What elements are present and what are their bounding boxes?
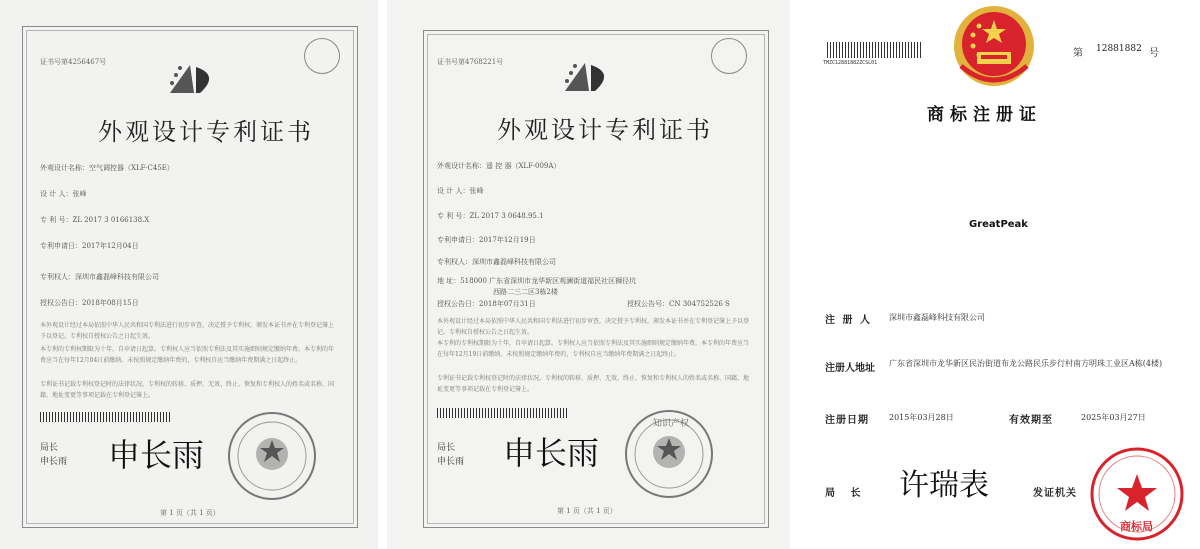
patent-number-field: 专 利 号：ZL 2017 3 0648.95.1: [437, 212, 544, 220]
trademark-number-prefix: 第: [1073, 48, 1083, 59]
address-field-line2: 西路二三二区3栋2楼: [493, 288, 558, 296]
trademark-registration-certificate: [803, 0, 1200, 549]
director-signature: 申长雨: [503, 434, 600, 472]
registrant-value: 深圳市鑫磊峰科技有限公司: [889, 313, 985, 322]
certificate-paragraph: 本专利的专利权期限为十年，自申请日起算。专利权人应当依照专利法及其实施细则规定缴纳年费。本专利的年费应当在每年12月04日前缴纳。未按照规定缴纳年费的，专利权自应当缴纳年费期满之日起终止。: [40, 346, 335, 364]
certificate-number: 证书号第4768221号: [437, 58, 504, 66]
certificate-title: 商标注册证: [927, 105, 1042, 125]
grant-date-field: 授权公告日：2018年08月15日: [40, 299, 139, 307]
director-label: 局长: [40, 443, 59, 453]
director-signature: 许瑞表: [899, 468, 989, 503]
address-label: 注册人地址: [825, 363, 875, 374]
filing-date-field: 专利申请日：2017年12月19日: [437, 236, 536, 244]
watermark-seal-icon: [304, 38, 340, 74]
director-name: 申长雨: [40, 457, 68, 467]
certificate-paragraph: 本外观设计经过本局依照中华人民共和国专利法进行初步审查，决定授予专利权，颁发本证书并在专利登记簿上予以登记。专利权自授权公告之日起生效。: [437, 318, 750, 336]
trademark-logo: GreatPeak: [969, 219, 1028, 230]
designer-field: 设 计 人：张峰: [40, 190, 87, 198]
issuing-authority-label: 发证机关: [1033, 488, 1077, 499]
registration-date-label: 注册日期: [825, 415, 869, 426]
patent-number-field: 专 利 号：ZL 2017 3 0166138.X: [40, 216, 150, 224]
valid-until-label: 有效期至: [1009, 415, 1053, 426]
design-name-field: 外观设计名称：遥 控 器（XLF-009A）: [437, 162, 561, 170]
registrant-label: 注 册 人: [825, 315, 872, 326]
designer-field: 设 计 人：张峰: [437, 187, 484, 195]
director-signature: 申长雨: [108, 436, 205, 474]
address-field: 地 址：518000 广东省深圳市龙华新区观澜街道福民社区狮径坑: [437, 277, 637, 285]
seal-text: 知识产权: [653, 419, 690, 429]
grant-number-field: 授权公告号：CN 304752526 S: [627, 300, 730, 308]
design-name-field: 外观设计名称：空气调控器（XLF-C45E）: [40, 164, 174, 172]
certificate-paragraph: 本专利的专利权期限为十年，自申请日起算。专利权人应当依照专利法及其实施细则规定缴纳年费。本专利的年费应当在每年12月19日前缴纳。未按照规定缴纳年费的，专利权自应当缴纳年费期满之日起终止。: [437, 340, 750, 358]
certificate-paragraph: 本外观设计经过本局依照中华人民共和国专利法进行初步审查，决定授予专利权，颁发本证书并在专利登记簿上予以登记。专利权自授权公告之日起生效。: [40, 322, 335, 340]
certificate-title: 外观设计专利证书: [98, 118, 314, 146]
patent-office-emblem-icon: [555, 53, 625, 103]
director-label: 局长: [437, 443, 456, 453]
valid-until-value: 2025年03月27日: [1081, 413, 1146, 422]
filing-date-field: 专利申请日：2017年12月04日: [40, 242, 139, 250]
certificate-title: 外观设计专利证书: [497, 116, 713, 144]
registration-date-value: 2015年03月28日: [889, 413, 954, 422]
director-name: 申长雨: [437, 457, 465, 467]
page-footer: 第 1 页（共 1 页）: [557, 507, 617, 515]
address-value: 广东省深圳市龙华新区民治街道布龙公路民乐步行村南方明珠工业区A栋(4楼): [889, 359, 1163, 368]
barcode: [437, 408, 567, 418]
seal-text: 商标局: [1120, 520, 1153, 533]
patentee-field: 专利权人：深圳市鑫磊峰科技有限公司: [437, 258, 556, 266]
national-emblem-icon: [951, 2, 1037, 92]
patentee-field: 专利权人：深圳市鑫磊峰科技有限公司: [40, 273, 159, 281]
certificate-paragraph: 专利证书记载专利权登记时的法律状况。专利权的转移、质押、无效、终止、恢复和专利权人的姓名或名称、国籍、地址变更等事项记载在专利登记簿上。: [40, 381, 335, 399]
certificate-number: 证书号第4256467号: [40, 58, 107, 66]
certificate-paragraph: 专利证书记载专利权登记时的法律状况。专利权的转移、质押、无效、终止、恢复和专利权人的姓名或名称、国籍、地址变更等事项记载在专利登记簿上。: [437, 375, 750, 393]
page-footer: 第 1 页（共 1 页）: [160, 509, 220, 517]
design-patent-certificate-1: [0, 0, 378, 549]
barcode-text: TMZC12881882ZCSL01: [823, 60, 878, 66]
design-patent-certificate-2: [387, 0, 790, 549]
director-label: 局 长: [825, 488, 867, 499]
patent-office-emblem-icon: [160, 55, 230, 105]
trademark-number: 12881882: [1096, 44, 1142, 54]
trademark-number-suffix: 号: [1149, 48, 1159, 59]
barcode: [40, 412, 170, 422]
patent-office-seal-icon: [226, 410, 318, 502]
trademark-barcode: [827, 42, 923, 58]
grant-date-field: 授权公告日：2018年07月31日: [437, 300, 536, 308]
watermark-seal-icon: [711, 38, 747, 74]
